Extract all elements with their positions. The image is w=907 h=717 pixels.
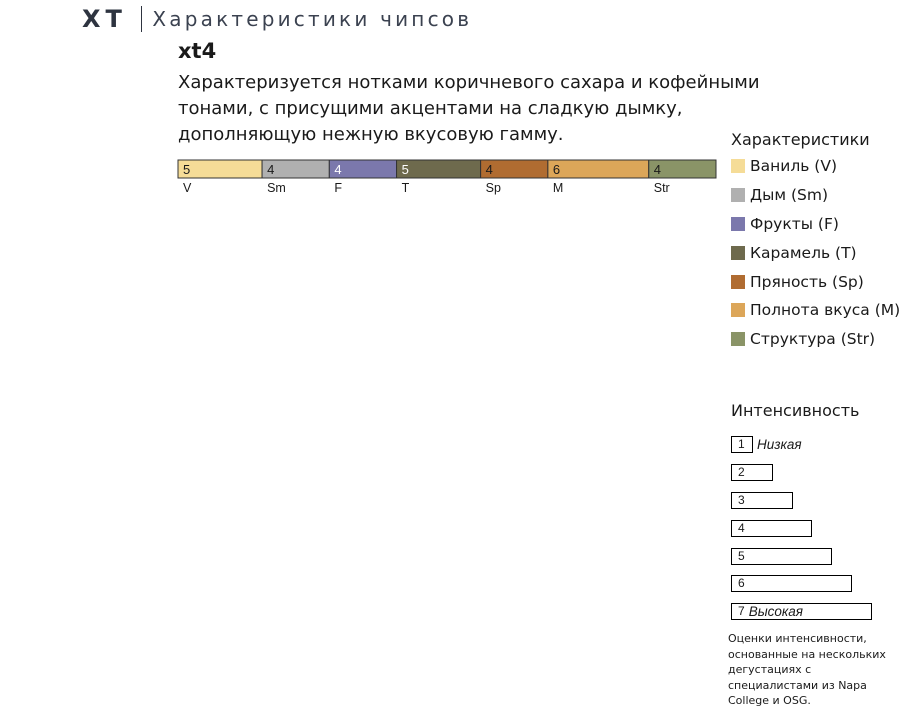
intensity-box (731, 575, 852, 592)
intensity-value: 3 (738, 492, 745, 507)
legend-title: Характеристики (731, 130, 870, 149)
bar-segment-t (397, 160, 481, 178)
product-name: xt4 (178, 39, 217, 63)
intensity-value: 1 (738, 437, 745, 452)
intensity-box (731, 464, 773, 481)
characteristics-legend (731, 130, 900, 354)
legend-item (731, 210, 900, 239)
legend-label: Фрукты (F) (750, 214, 839, 233)
bar-category-label: V (183, 181, 192, 195)
legend-item (731, 267, 900, 296)
intensity-value: 4 (738, 520, 745, 535)
legend-label: Пряность (Sp) (750, 272, 864, 291)
legend-swatch (731, 188, 745, 202)
intensity-level (731, 459, 872, 487)
legend-item (731, 181, 900, 210)
intensity-box (731, 436, 753, 453)
intensity-label: Низкая (757, 437, 802, 453)
bar-value-label: 4 (653, 162, 661, 177)
legend-label: Ваниль (V) (750, 157, 838, 176)
legend-item (731, 238, 900, 267)
bar-segment-v (178, 160, 262, 178)
product-description: Характеризуется нотками коричневого сахара и кофейными тонами, с присущими акцентами на сладкую дымку, дополняющую нежную вкусовую гамму. (178, 72, 760, 145)
intensity-levels (731, 431, 872, 626)
legend-swatch (731, 217, 745, 231)
legend-list (731, 152, 900, 354)
page-title: Характеристики чипсов (152, 7, 473, 31)
intensity-level (731, 431, 872, 459)
bar-value-label: 6 (552, 162, 561, 177)
bar-category-label: T (401, 181, 410, 195)
intensity-level (731, 598, 872, 626)
legend-item (731, 325, 900, 354)
intensity-scale (731, 401, 872, 626)
bar-value-label: 4 (334, 162, 342, 177)
intensity-box (731, 520, 812, 537)
legend-item (731, 296, 900, 325)
legend-label: Полнота вкуса (M) (750, 301, 901, 320)
legend-swatch (731, 275, 745, 289)
intensity-level (731, 542, 872, 570)
bar-value-label: 4 (485, 162, 493, 177)
intensity-level (731, 487, 872, 515)
intensity-box (731, 492, 793, 509)
intensity-level (731, 570, 872, 598)
legend-swatch (731, 303, 745, 317)
legend-label: Карамель (T) (750, 243, 857, 262)
bar-value-label: 4 (267, 162, 275, 177)
intensity-level (731, 514, 872, 542)
intensity-title: Интенсивность (731, 401, 860, 420)
bar-category-label: F (334, 181, 342, 195)
bar-segment-m (548, 160, 649, 178)
bar-value-label: 5 (401, 162, 409, 177)
intensity-box (731, 603, 872, 620)
intensity-box (731, 548, 832, 565)
bar-category-label: M (552, 181, 564, 195)
intensity-value: 2 (738, 465, 745, 480)
bar-category-label: Sm (267, 181, 286, 195)
legend-label: Дым (Sm) (750, 186, 828, 205)
bar-category-label: Str (653, 181, 670, 195)
legend-item (731, 152, 900, 181)
intensity-note: Оценки интенсивности, основанные на нескольких дегустациях с специалистами из Napa College и OSG. (728, 632, 886, 707)
intensity-value: 6 (738, 576, 745, 591)
bar-value-label: 5 (183, 162, 191, 177)
intensity-value: 7 (738, 604, 745, 619)
bar-category-label: Sp (485, 181, 501, 195)
legend-swatch (731, 159, 745, 173)
legend-swatch (731, 332, 745, 346)
legend-swatch (731, 246, 745, 260)
legend-label: Структура (Str) (750, 330, 876, 349)
brand-logo: XT (82, 5, 127, 33)
intensity-value: 5 (738, 548, 745, 563)
intensity-label: Высокая (748, 604, 803, 620)
